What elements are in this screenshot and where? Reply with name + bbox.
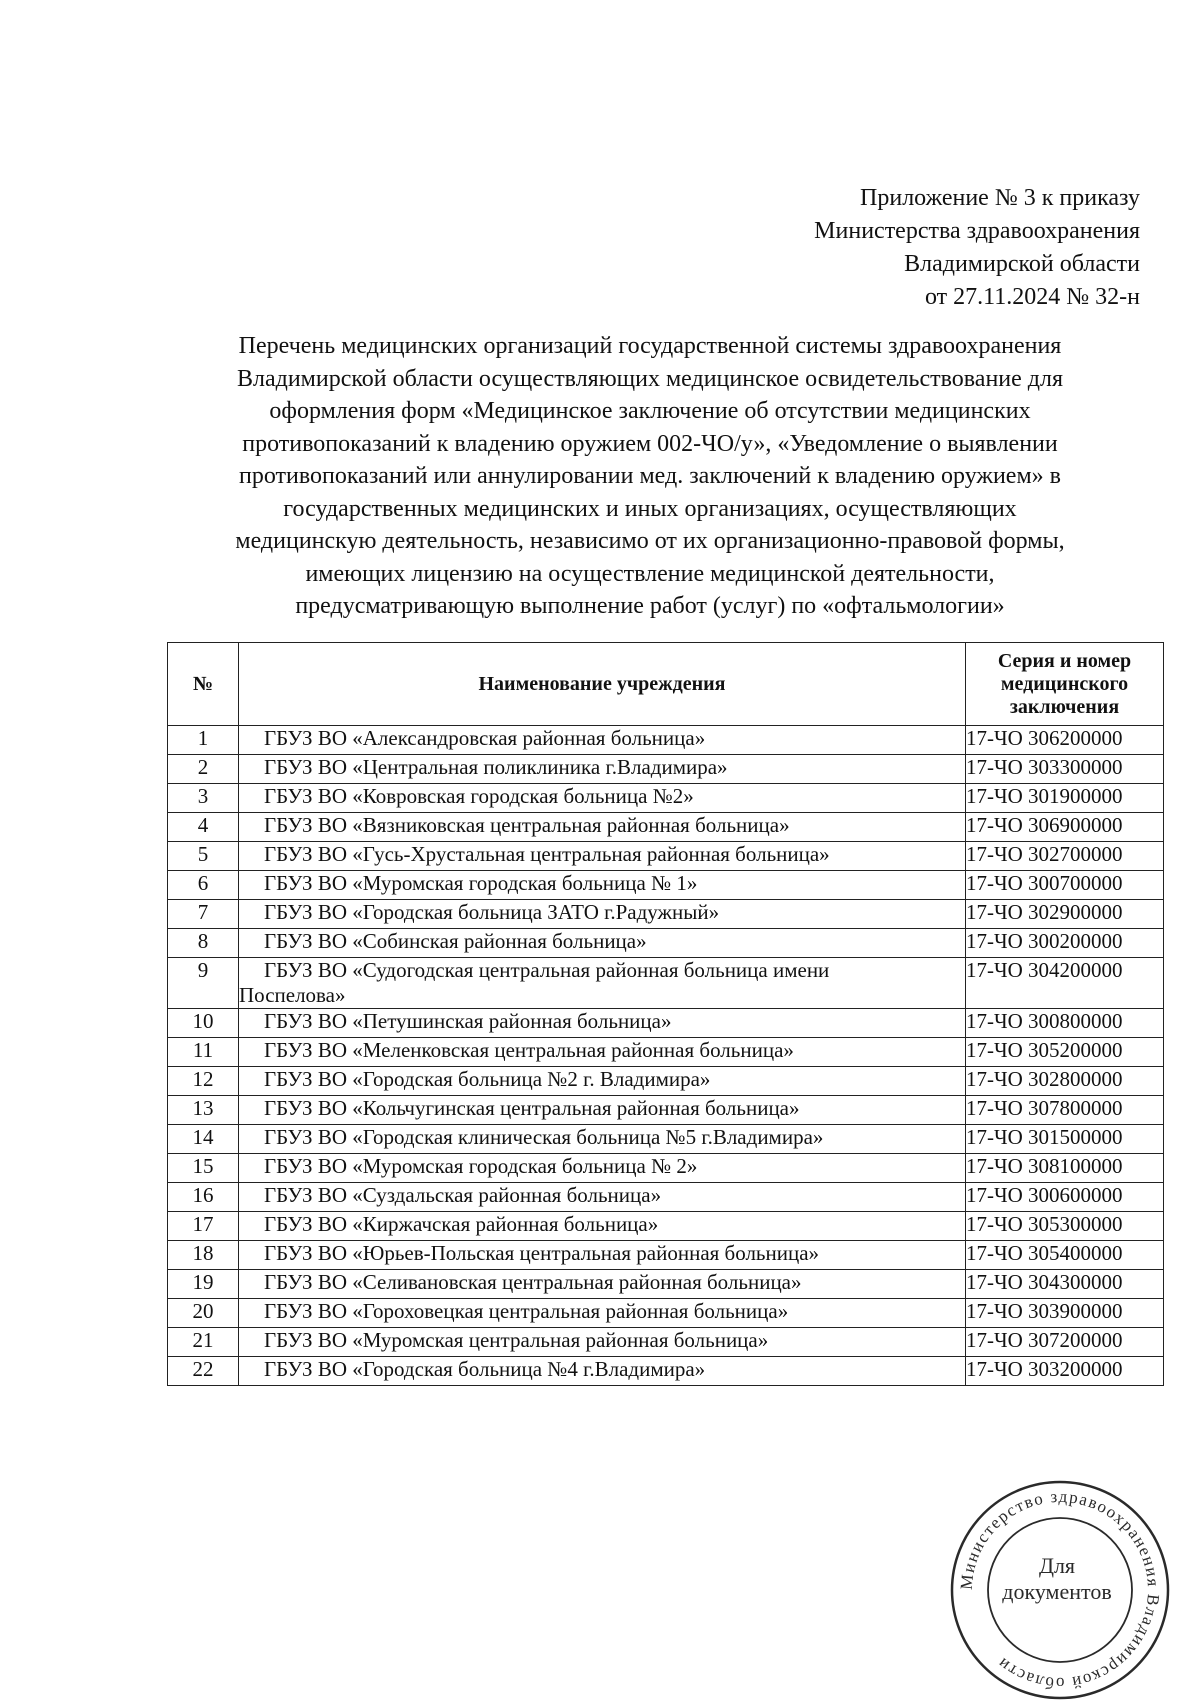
institution-name-line: ГБУЗ ВО «Вязниковская центральная районная больница» (264, 813, 790, 837)
table-row (168, 1183, 1164, 1212)
table-row (168, 726, 1164, 755)
institution-name (239, 1038, 966, 1067)
institution-name (239, 1096, 966, 1125)
organizations-table (167, 642, 1164, 1386)
table-row (168, 1299, 1164, 1328)
header-line: Министерства здравоохранения (814, 218, 1140, 244)
table-row (168, 1009, 1164, 1038)
table-row (168, 842, 1164, 871)
institution-name-line: ГБУЗ ВО «Киржачская районная больница» (264, 1212, 659, 1236)
institution-name (239, 1357, 966, 1386)
table-row (168, 1096, 1164, 1125)
stamp-ring-text: Министерство здравоохранения Владимирской области (956, 1486, 1164, 1694)
institution-name (239, 1328, 966, 1357)
institution-name (239, 1154, 966, 1183)
institution-name (239, 784, 966, 813)
row-number: 9 (168, 958, 239, 1009)
stamp-center-line: документов (1002, 1579, 1112, 1604)
institution-name-line: ГБУЗ ВО «Муромская городская больница № 1» (264, 871, 698, 895)
row-number: 13 (168, 1096, 239, 1125)
institution-name-line: ГБУЗ ВО «Муромская центральная районная больница» (264, 1328, 769, 1352)
table-row (168, 1357, 1164, 1386)
institution-name (239, 958, 966, 1009)
certificate-series: 17-ЧО 306200000 (966, 726, 1164, 755)
institution-name (239, 755, 966, 784)
row-number: 10 (168, 1009, 239, 1038)
row-number: 18 (168, 1241, 239, 1270)
institution-name-line: ГБУЗ ВО «Городская больница ЗАТО г.Радужный» (264, 900, 720, 924)
certificate-series: 17-ЧО 307800000 (966, 1096, 1164, 1125)
title-line: противопоказаний или аннулировании мед. заключений к владению оружием» в (239, 463, 1061, 489)
document-title (160, 330, 1140, 623)
institution-name-line: ГБУЗ ВО «Муромская городская больница № 2» (264, 1154, 698, 1178)
row-number: 16 (168, 1183, 239, 1212)
row-number: 11 (168, 1038, 239, 1067)
institution-name-line: ГБУЗ ВО «Ковровская городская больница №2» (264, 784, 694, 808)
institution-name-line: ГБУЗ ВО «Кольчугинская центральная районная больница» (264, 1096, 800, 1120)
row-number: 15 (168, 1154, 239, 1183)
table-row (168, 1328, 1164, 1357)
table-row (168, 1270, 1164, 1299)
institution-name-line: ГБУЗ ВО «Городская клиническая больница №5 г.Владимира» (264, 1125, 824, 1149)
table-row (168, 958, 1164, 1009)
header-series: Серия и номер медицинского заключения (966, 643, 1164, 726)
institution-name (239, 1270, 966, 1299)
institution-name-line: ГБУЗ ВО «Меленковская центральная районная больница» (264, 1038, 794, 1062)
title-line: государственных медицинских и иных организациях, осуществляющих (283, 495, 1017, 522)
table-row (168, 1067, 1164, 1096)
institution-name (239, 813, 966, 842)
institution-name-line: ГБУЗ ВО «Юрьев-Польская центральная районная больница» (264, 1241, 820, 1265)
row-number: 5 (168, 842, 239, 871)
row-number: 4 (168, 813, 239, 842)
institution-name-line: ГБУЗ ВО «Собинская районная больница» (264, 929, 647, 953)
table-row (168, 871, 1164, 900)
institution-name (239, 1183, 966, 1212)
institution-name-line: ГБУЗ ВО «Центральная поликлиника г.Владимира» (264, 755, 728, 779)
table-row (168, 900, 1164, 929)
title-line: Владимирской области осуществляющих медицинское освидетельствование для (236, 365, 1064, 392)
certificate-series: 17-ЧО 305200000 (966, 1038, 1164, 1067)
appendix-header (814, 182, 1140, 314)
institution-name (239, 1009, 966, 1038)
header-num: № (168, 643, 239, 726)
table-row (168, 1241, 1164, 1270)
institution-name (239, 1067, 966, 1096)
institution-name (239, 1299, 966, 1328)
official-stamp (945, 1475, 1175, 1705)
table-row (168, 929, 1164, 958)
certificate-series: 17-ЧО 304200000 (966, 958, 1164, 1009)
institution-name (239, 726, 966, 755)
certificate-series: 17-ЧО 301900000 (966, 784, 1164, 813)
title-line: предусматривающую выполнение работ (услуг) по «офтальмологии» (295, 593, 1005, 619)
certificate-series: 17-ЧО 300600000 (966, 1183, 1164, 1212)
institution-name-line: ГБУЗ ВО «Суздальская районная больница» (264, 1183, 662, 1207)
certificate-series: 17-ЧО 302900000 (966, 900, 1164, 929)
title-line: Перечень медицинских организаций государственной системы здравоохранения (238, 333, 1062, 359)
table-header-row (168, 643, 1164, 726)
institution-name (239, 1212, 966, 1241)
institution-name-line: ГБУЗ ВО «Петушинская районная больница» (264, 1009, 672, 1033)
title-line: противопоказаний к владению оружием 002-ЧО/у», «Уведомление о выявлении (242, 430, 1058, 457)
institution-name-line: ГБУЗ ВО «Александровская районная больница» (264, 726, 706, 750)
institution-name (239, 842, 966, 871)
certificate-series: 17-ЧО 308100000 (966, 1154, 1164, 1183)
certificate-series: 17-ЧО 303900000 (966, 1299, 1164, 1328)
institution-name-line: ГБУЗ ВО «Городская больница №2 г. Владимира» (264, 1067, 711, 1091)
institution-name (239, 900, 966, 929)
table-row (168, 1154, 1164, 1183)
header-line: Владимирской области (904, 251, 1140, 277)
row-number: 21 (168, 1328, 239, 1357)
certificate-series: 17-ЧО 300800000 (966, 1009, 1164, 1038)
row-number: 12 (168, 1067, 239, 1096)
header-name: Наименование учреждения (239, 643, 966, 726)
table-row (168, 813, 1164, 842)
certificate-series: 17-ЧО 306900000 (966, 813, 1164, 842)
institution-name-line: Поспелова» (239, 983, 346, 1007)
certificate-series: 17-ЧО 305300000 (966, 1212, 1164, 1241)
row-number: 3 (168, 784, 239, 813)
institution-name-line: ГБУЗ ВО «Гороховецкая центральная районная больница» (264, 1299, 789, 1323)
row-number: 2 (168, 755, 239, 784)
certificate-series: 17-ЧО 303300000 (966, 755, 1164, 784)
table-row (168, 1212, 1164, 1241)
table-row (168, 784, 1164, 813)
certificate-series: 17-ЧО 300700000 (966, 871, 1164, 900)
certificate-series: 17-ЧО 302800000 (966, 1067, 1164, 1096)
certificate-series: 17-ЧО 300200000 (966, 929, 1164, 958)
institution-name (239, 1125, 966, 1154)
header-line: Приложение № 3 к приказу (860, 185, 1140, 211)
institution-name-line: ГБУЗ ВО «Гусь-Хрустальная центральная районная больница» (264, 842, 830, 866)
institution-name (239, 871, 966, 900)
institution-name (239, 929, 966, 958)
title-line: оформления форм «Медицинское заключение об отсутствии медицинских (269, 398, 1031, 424)
certificate-series: 17-ЧО 303200000 (966, 1357, 1164, 1386)
header-line: от 27.11.2024 № 32-н (924, 284, 1140, 310)
table-row (168, 1125, 1164, 1154)
stamp-center-line: Для (1038, 1553, 1076, 1578)
table-row (168, 1038, 1164, 1067)
row-number: 7 (168, 900, 239, 929)
certificate-series: 17-ЧО 307200000 (966, 1328, 1164, 1357)
title-line: имеющих лицензию на осуществление медицинской деятельности, (305, 560, 995, 587)
row-number: 20 (168, 1299, 239, 1328)
row-number: 14 (168, 1125, 239, 1154)
row-number: 17 (168, 1212, 239, 1241)
certificate-series: 17-ЧО 304300000 (966, 1270, 1164, 1299)
certificate-series: 17-ЧО 302700000 (966, 842, 1164, 871)
institution-name (239, 1241, 966, 1270)
row-number: 8 (168, 929, 239, 958)
row-number: 19 (168, 1270, 239, 1299)
row-number: 6 (168, 871, 239, 900)
institution-name-line: ГБУЗ ВО «Судогодская центральная районная больница имени (264, 958, 830, 982)
certificate-series: 17-ЧО 301500000 (966, 1125, 1164, 1154)
institution-name-line: ГБУЗ ВО «Городская больница №4 г.Владимира» (264, 1357, 706, 1381)
table-row (168, 755, 1164, 784)
certificate-series: 17-ЧО 305400000 (966, 1241, 1164, 1270)
institution-name-line: ГБУЗ ВО «Селивановская центральная районная больница» (264, 1270, 802, 1294)
row-number: 22 (168, 1357, 239, 1386)
row-number: 1 (168, 726, 239, 755)
title-line: медицинскую деятельность, независимо от их организационно-правовой формы, (235, 528, 1065, 554)
